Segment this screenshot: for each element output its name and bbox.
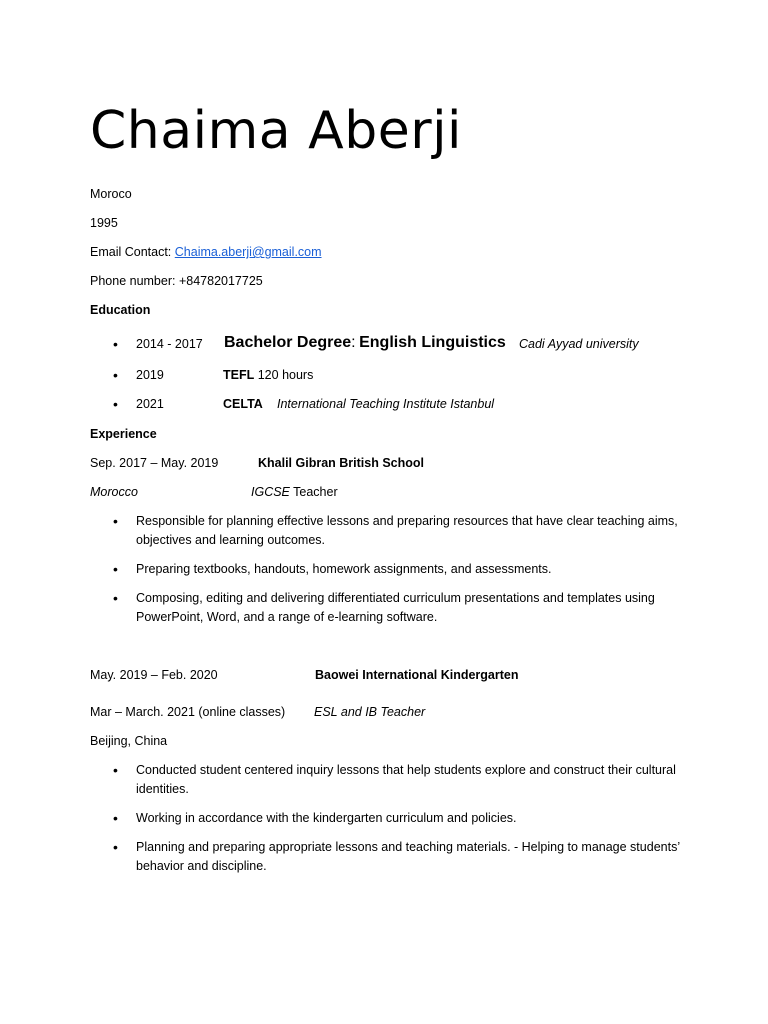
job-employer: Khalil Gibran British School [258,456,424,470]
bullet-icon [113,512,118,531]
birth-year: 1995 [90,216,118,230]
education-institution: International Teaching Institute Istanbul [277,397,495,411]
job-dates: Sep. 2017 – May. 2019 [90,456,219,470]
job-duty: Conducted student centered inquiry lessons that help students explore and construct their cultural identities. [136,763,676,796]
job-duty: Working in accordance with the kindergarten curriculum and policies. [136,811,517,825]
phone-label: Phone number: [90,274,176,288]
education-period: 2014 - 2017 [136,337,203,351]
job-location: Morocco [90,485,138,499]
bullet-icon [113,560,118,579]
job-duty: Composing, editing and delivering differentiated curriculum presentations and templates using PowerPoint, Word, and a range of e-learning software. [136,591,655,624]
job-employer: Baowei International Kindergarten [315,668,519,682]
bullet-icon [113,335,118,354]
candidate-name: Chaima Aberji [90,101,462,161]
job-dates-secondary: Mar – March. 2021 (online classes) [90,705,286,719]
degree-colon: : [351,334,356,351]
degree-subject: English Linguistics [359,334,506,351]
certificate-detail: 120 hours [257,368,314,382]
job-role [251,483,338,501]
email-line [90,243,322,261]
certificate-title: CELTA [223,397,263,411]
experience-heading: Experience [90,427,157,441]
education-heading: Education [90,303,151,317]
bullet-icon [113,589,118,608]
bullet-icon [113,838,118,857]
bullet-icon [113,395,118,414]
education-period: 2019 [136,368,164,382]
job-role-qualifier: IGCSE [251,485,290,499]
education-period: 2021 [136,397,164,411]
country: Moroco [90,187,132,201]
job-duty: Planning and preparing appropriate lessons and teaching materials. - Helping to manage students’ behavior and discipline. [136,840,680,873]
certificate-title: TEFL [223,368,255,382]
job-dates: May. 2019 – Feb. 2020 [90,668,218,682]
phone-line [90,272,263,290]
job-duty: Responsible for planning effective lessons and preparing resources that have clear teaching aims, objectives and learning outcomes. [136,514,678,547]
bullet-icon [113,809,118,828]
job-role: ESL and IB Teacher [314,705,426,719]
job-role-title: Teacher [293,485,338,499]
job-location: Beijing, China [90,734,168,748]
email-link[interactable]: Chaima.aberji@gmail.com [174,245,322,259]
education-institution: Cadi Ayyad university [519,337,639,351]
phone-number: +84782017725 [178,274,263,288]
bullet-icon [113,366,118,385]
degree-title: Bachelor Degree [224,334,352,351]
education-degree [224,332,506,354]
job-duty: Preparing textbooks, handouts, homework assignments, and assessments. [136,562,552,576]
email-label: Email Contact: [90,245,172,259]
bullet-icon [113,761,118,780]
education-certificate [223,366,313,384]
